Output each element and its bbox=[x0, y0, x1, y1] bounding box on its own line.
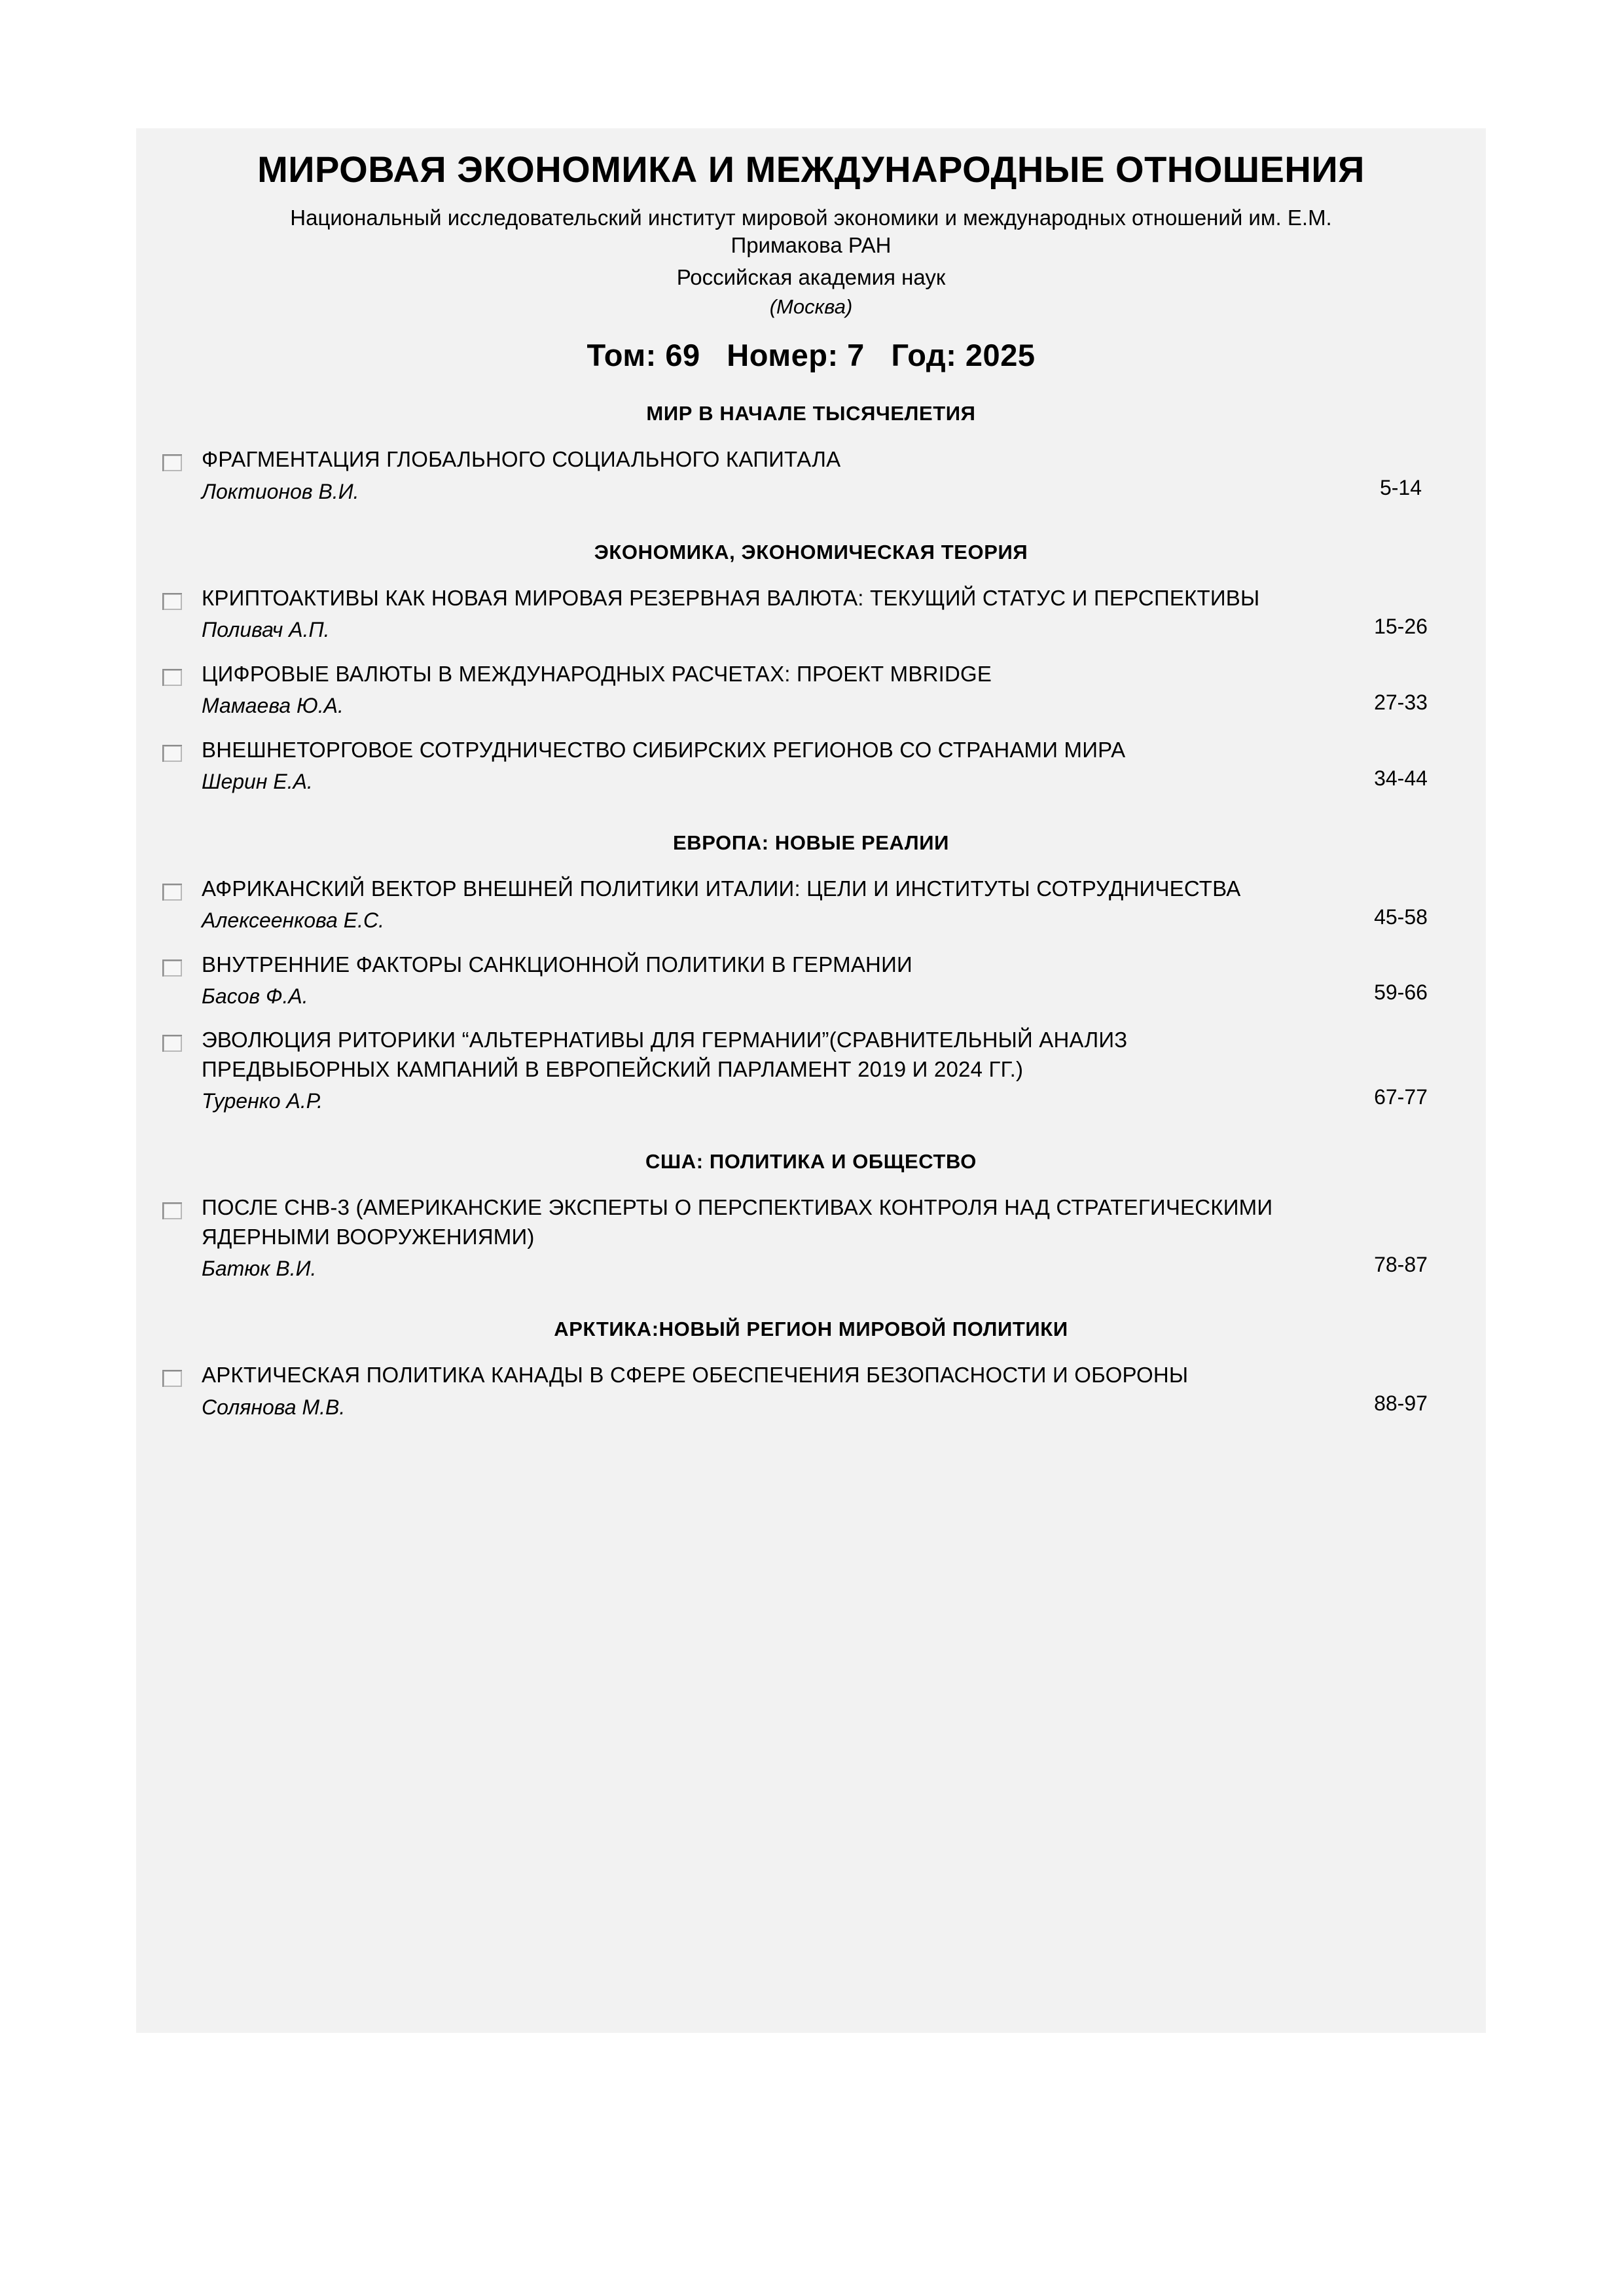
article-info bbox=[202, 1193, 1316, 1282]
volume-label: Том: 69 bbox=[586, 338, 700, 373]
select-article-cell[interactable] bbox=[136, 584, 202, 610]
article-authors: Басов Ф.А. bbox=[202, 984, 308, 1008]
checkbox-icon[interactable] bbox=[162, 669, 182, 686]
checkbox-icon[interactable] bbox=[162, 960, 182, 977]
toc-entry[interactable] bbox=[136, 651, 1486, 726]
select-article-cell[interactable] bbox=[136, 1361, 202, 1387]
article-title[interactable]: ЦИФРОВЫЕ ВАЛЮТЫ В МЕЖДУНАРОДНЫХ РАСЧЕТАХ: ПРОЕКТ MBRIDGE bbox=[202, 662, 992, 687]
table-of-contents bbox=[136, 373, 1486, 1427]
toc-entry[interactable] bbox=[136, 726, 1486, 802]
article-title[interactable]: АФРИКАНСКИЙ ВЕКТОР ВНЕШНЕЙ ПОЛИТИКИ ИТАЛИИ: ЦЕЛИ И ИНСТИТУТЫ СОТРУДНИЧЕСТВА bbox=[202, 876, 1241, 901]
article-authors: Солянова М.В. bbox=[202, 1395, 346, 1419]
publisher-institute: Национальный исследовательский институт мировой экономики и международных отношений им. Е.М. Примакова РАН bbox=[290, 206, 1332, 258]
journal-title: МИРОВАЯ ЭКОНОМИКА И МЕЖДУНАРОДНЫЕ ОТНОШЕНИЯ bbox=[257, 149, 1365, 190]
toc-sheet bbox=[136, 128, 1486, 2033]
section-heading: АРКТИКА:НОВЫЙ РЕГИОН МИРОВОЙ ПОЛИТИКИ bbox=[554, 1318, 1068, 1341]
toc-entry[interactable] bbox=[136, 865, 1486, 941]
article-info bbox=[202, 445, 1316, 505]
year-label: Год: 2025 bbox=[891, 338, 1036, 373]
checkbox-icon[interactable] bbox=[162, 1370, 182, 1387]
article-title[interactable]: АРКТИЧЕСКАЯ ПОЛИТИКА КАНАДЫ В СФЕРЕ ОБЕСПЕЧЕНИЯ БЕЗОПАСНОСТИ И ОБОРОНЫ bbox=[202, 1363, 1189, 1388]
article-title[interactable]: ФРАГМЕНТАЦИЯ ГЛОБАЛЬНОГО СОЦИАЛЬНОГО КАПИТАЛА bbox=[202, 447, 841, 472]
article-page-range: 59-66 bbox=[1374, 980, 1428, 1005]
section-heading: США: ПОЛИТИКА И ОБЩЕСТВО bbox=[645, 1150, 977, 1174]
article-page-range: 88-97 bbox=[1374, 1391, 1428, 1416]
article-info bbox=[202, 950, 1316, 1011]
select-article-cell[interactable] bbox=[136, 874, 202, 901]
article-page-range: 15-26 bbox=[1374, 615, 1428, 639]
article-info bbox=[202, 584, 1316, 644]
toc-entry[interactable] bbox=[136, 436, 1486, 512]
article-info bbox=[202, 660, 1316, 720]
section-heading: ЭКОНОМИКА, ЭКОНОМИЧЕСКАЯ ТЕОРИЯ bbox=[594, 541, 1028, 564]
select-article-cell[interactable] bbox=[136, 660, 202, 686]
toc-entry[interactable] bbox=[136, 1184, 1486, 1289]
toc-entry[interactable] bbox=[136, 941, 1486, 1017]
toc-entry[interactable] bbox=[136, 575, 1486, 651]
article-authors: Алексеенкова Е.С. bbox=[202, 908, 384, 932]
article-title[interactable]: КРИПТОАКТИВЫ КАК НОВАЯ МИРОВАЯ РЕЗЕРВНАЯ ВАЛЮТА: ТЕКУЩИЙ СТАТУС И ПЕРСПЕКТИВЫ bbox=[202, 586, 1260, 611]
article-title[interactable]: ВНЕШНЕТОРГОВОЕ СОТРУДНИЧЕСТВО СИБИРСКИХ РЕГИОНОВ СО СТРАНАМИ МИРА bbox=[202, 737, 1126, 762]
publisher-academy: Российская академия наук bbox=[676, 264, 946, 289]
article-title[interactable]: ВНУТРЕННИЕ ФАКТОРЫ САНКЦИОННОЙ ПОЛИТИКИ В ГЕРМАНИИ bbox=[202, 952, 912, 977]
article-authors: Туренко А.Р. bbox=[202, 1088, 323, 1113]
article-authors: Шерин Е.А. bbox=[202, 770, 313, 794]
article-info bbox=[202, 1361, 1316, 1421]
article-title[interactable]: ЭВОЛЮЦИЯ РИТОРИКИ “АЛЬТЕРНАТИВЫ ДЛЯ ГЕРМАНИИ”(СРАВНИТЕЛЬНЫЙ АНАЛИЗ ПРЕДВЫБОРНЫХ КАМПАНИЙ В ЕВРОПЕЙСКИЙ ПАРЛАМЕНТ 2019 И 2024 ГГ.) bbox=[202, 1028, 1128, 1081]
article-authors: Мамаева Ю.А. bbox=[202, 694, 344, 718]
checkbox-icon[interactable] bbox=[162, 1202, 182, 1219]
article-title[interactable]: ПОСЛЕ СНВ-3 (АМЕРИКАНСКИЕ ЭКСПЕРТЫ О ПЕРСПЕКТИВАХ КОНТРОЛЯ НАД СТРАТЕГИЧЕСКИМИ ЯДЕРНЫМИ ВООРУЖЕНИЯМИ) bbox=[202, 1195, 1273, 1249]
select-article-cell[interactable] bbox=[136, 1026, 202, 1052]
toc-entry[interactable] bbox=[136, 1352, 1486, 1427]
select-article-cell[interactable] bbox=[136, 445, 202, 471]
article-page-range: 78-87 bbox=[1374, 1253, 1428, 1277]
toc-entry[interactable] bbox=[136, 1016, 1486, 1121]
article-page-range: 27-33 bbox=[1374, 690, 1428, 714]
checkbox-icon[interactable] bbox=[162, 593, 182, 610]
select-article-cell[interactable] bbox=[136, 950, 202, 977]
article-authors: Локтионов В.И. bbox=[202, 479, 359, 503]
select-article-cell[interactable] bbox=[136, 1193, 202, 1219]
checkbox-icon[interactable] bbox=[162, 1035, 182, 1052]
article-info bbox=[202, 1026, 1316, 1115]
article-info bbox=[202, 874, 1316, 935]
issue-number-label: Номер: 7 bbox=[727, 338, 865, 373]
article-authors: Поливач А.П. bbox=[202, 618, 330, 642]
article-page-range: 5-14 bbox=[1379, 476, 1422, 500]
article-authors: Батюк В.И. bbox=[202, 1256, 317, 1280]
publisher-city: (Москва) bbox=[769, 295, 853, 319]
article-page-range: 67-77 bbox=[1374, 1085, 1428, 1109]
article-info bbox=[202, 736, 1316, 796]
section-heading: ЕВРОПА: НОВЫЕ РЕАЛИИ bbox=[672, 831, 949, 854]
issue-line bbox=[136, 319, 1486, 373]
article-page-range: 45-58 bbox=[1374, 905, 1428, 929]
checkbox-icon[interactable] bbox=[162, 454, 182, 471]
select-article-cell[interactable] bbox=[136, 736, 202, 762]
section-heading: МИР В НАЧАЛЕ ТЫСЯЧЕЛЕТИЯ bbox=[646, 402, 976, 425]
checkbox-icon[interactable] bbox=[162, 884, 182, 901]
checkbox-icon[interactable] bbox=[162, 745, 182, 762]
article-page-range: 34-44 bbox=[1374, 766, 1428, 790]
